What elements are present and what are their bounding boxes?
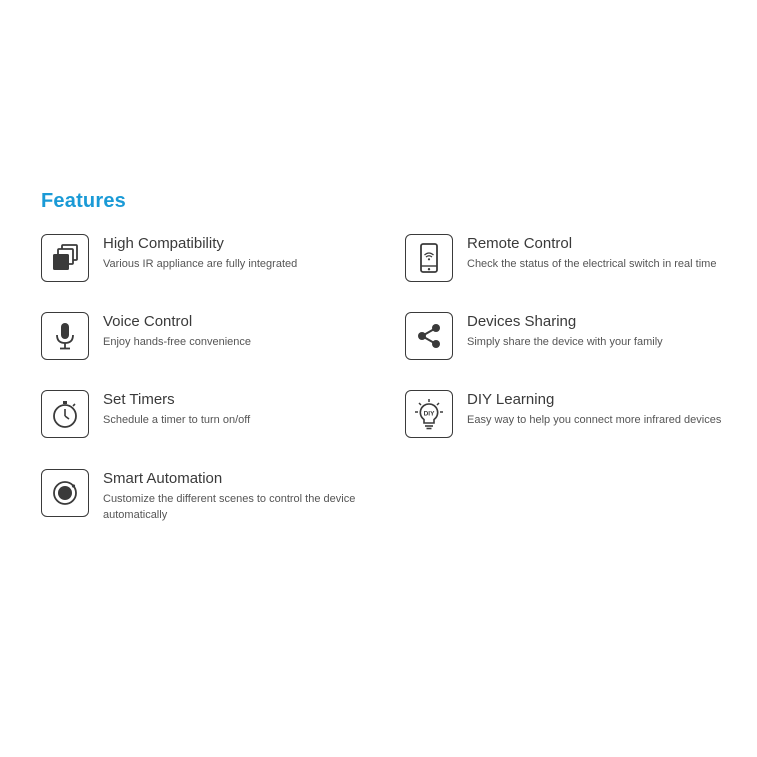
feature-voice-control <box>41 312 381 368</box>
feature-title: DIY Learning <box>467 391 555 408</box>
feature-description: Easy way to help you connect more infrared devices <box>467 414 722 426</box>
automation-icon <box>41 469 89 517</box>
microphone-icon <box>41 312 89 360</box>
feature-diy-learning <box>405 390 745 446</box>
layers-icon <box>41 234 89 282</box>
feature-description: Check the status of the electrical switch in real time <box>467 258 717 270</box>
feature-description: Simply share the device with your family <box>467 336 663 348</box>
share-icon <box>405 312 453 360</box>
feature-title: High Compatibility <box>103 235 224 252</box>
section-title: Features <box>41 190 126 212</box>
feature-title: Smart Automation <box>103 470 223 487</box>
feature-description: Enjoy hands-free convenience <box>103 336 251 348</box>
feature-smart-automation <box>41 469 381 525</box>
lightbulb-diy-icon <box>405 390 453 438</box>
feature-description: Customize the different scenes to control the device automatically <box>103 493 356 521</box>
phone-wifi-icon <box>405 234 453 282</box>
feature-description: Various IR appliance are fully integrated <box>103 258 298 270</box>
feature-title: Set Timers <box>103 391 175 408</box>
diy-icon-text: DIY <box>423 410 435 418</box>
feature-title: Voice Control <box>103 313 193 330</box>
feature-remote-control <box>405 234 745 290</box>
feature-devices-sharing <box>405 312 745 368</box>
feature-set-timers <box>41 390 381 446</box>
feature-title: Remote Control <box>467 235 573 252</box>
feature-title: Devices Sharing <box>467 313 577 330</box>
feature-description: Schedule a timer to turn on/off <box>103 414 251 426</box>
feature-high-compatibility <box>41 234 381 290</box>
stopwatch-icon <box>41 390 89 438</box>
